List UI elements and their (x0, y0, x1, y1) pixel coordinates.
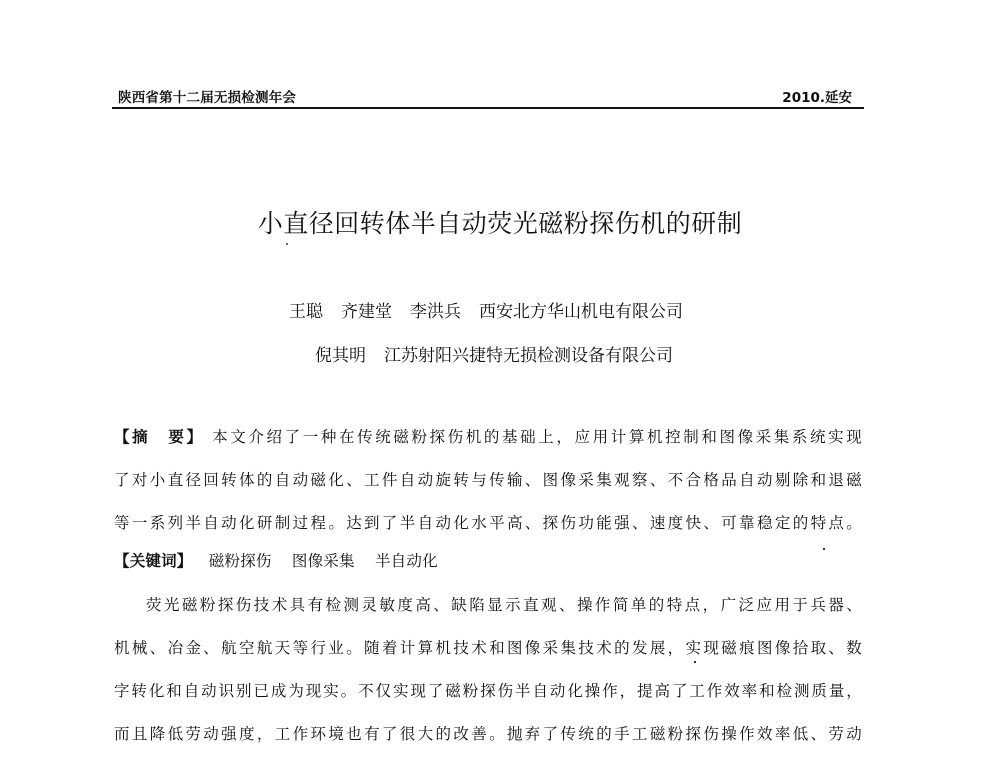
running-header-conference: 陕西省第十二届无损检测年会 (118, 90, 297, 106)
body-line-3: 字转化和自动识别已成为现实。不仅实现了磁粉探伤半自动化操作，提高了工作效率和检测质量， (114, 682, 862, 700)
author-name: 齐建堂 (341, 302, 392, 322)
header-rule (112, 107, 864, 109)
paper-title: 小直径回转体半自动荧光磁粉探伤机的研制 (257, 209, 743, 238)
author-line-2 (0, 341, 994, 366)
keywords-label: 【关键词】 (114, 552, 193, 570)
keyword: 半自动化 (374, 552, 438, 570)
body-line-2: 机械、冶金、航空航天等行业。随着计算机技术和图像采集技术的发展，实现磁痕图像拾取、数 (114, 639, 862, 657)
scan-speck (694, 661, 696, 663)
running-header-year-place: 2010.延安 (782, 90, 852, 106)
abstract-label: 【摘 要】 (114, 428, 205, 446)
author-affiliation: 西安北方华山机电有限公司 (479, 302, 683, 322)
scan-speck (823, 548, 825, 550)
keywords-line (114, 549, 862, 571)
author-name: 王聪 (289, 302, 323, 322)
keyword: 磁粉探伤 (208, 552, 272, 570)
abstract-text: 本文介绍了一种在传统磁粉探伤机的基础上，应用计算机控制和图像采集系统实现 (212, 428, 862, 446)
scan-speck (286, 243, 288, 245)
author-name: 倪其明 (315, 346, 366, 366)
body-line-1: 荧光磁粉探伤技术具有检测灵敏度高、缺陷显示直观、操作简单的特点，广泛应用于兵器、 (146, 596, 862, 614)
author-name: 李洪兵 (410, 302, 461, 322)
author-line-1 (0, 297, 986, 322)
abstract-line-2: 了对小直径回转体的自动磁化、工件自动旋转与传输、图像采集观察、不合格品自动剔除和退磁 (114, 471, 862, 489)
abstract-line-1 (114, 425, 862, 447)
author-affiliation: 江苏射阳兴捷特无损检测设备有限公司 (384, 346, 673, 366)
abstract-line-3: 等一系列半自动化研制过程。达到了半自动化水平高、探伤功能强、速度快、可靠稳定的特点。 (114, 514, 862, 532)
body-line-4: 而且降低劳动强度，工作环境也有了很大的改善。抛弃了传统的手工磁粉探伤操作效率低、劳动 (114, 725, 862, 743)
keyword: 图像采集 (291, 552, 355, 570)
